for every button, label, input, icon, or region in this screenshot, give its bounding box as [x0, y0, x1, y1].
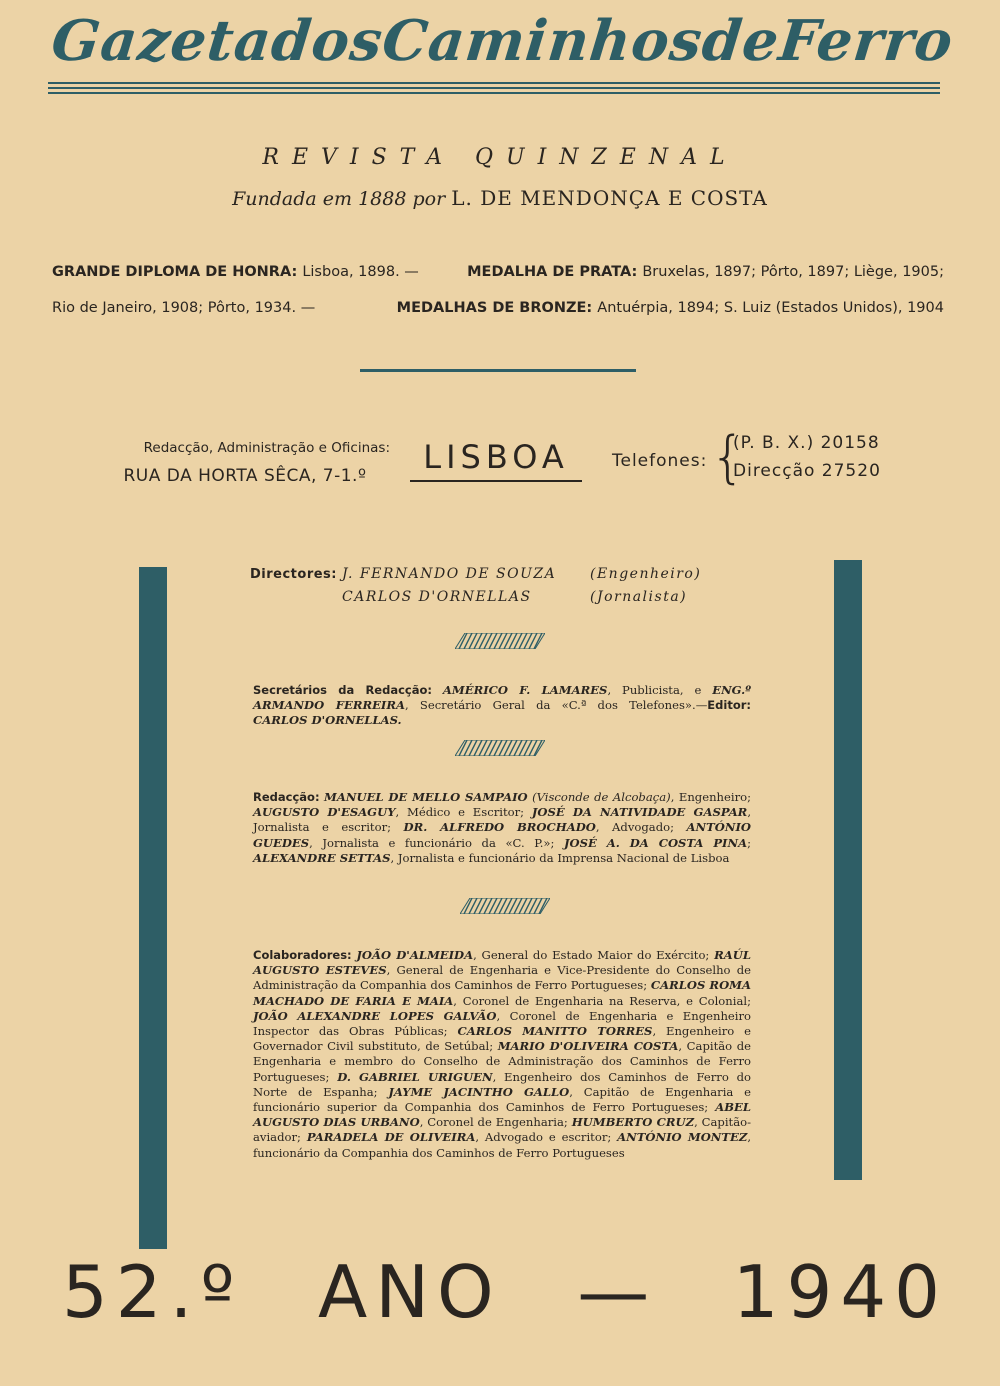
- award-text: Antuérpia, 1894; S. Luiz (Estados Unidos), 1904: [597, 300, 944, 316]
- secretaries-block: [253, 683, 751, 729]
- founded-prefix: Fundada em 1888 por: [232, 188, 446, 210]
- person-desc: , Engenheiro e Governador Civil substituto, de Setúbal;: [253, 1024, 751, 1054]
- left-vertical-bar: [139, 567, 167, 1249]
- director-row: [250, 586, 770, 609]
- masthead-title: [48, 8, 957, 74]
- subtitle: REVISTA QUINZENAL: [262, 145, 738, 170]
- brace-icon: {: [710, 425, 746, 490]
- person-desc: , Capitão de Engenharia e membro do Conselho de Administração dos Caminhos de Ferro Portugueses;: [253, 1039, 751, 1084]
- address-street: RUA DA HORTA SÊCA, 7-1.º: [123, 466, 367, 486]
- person-name: ALEXANDRE SETTAS: [253, 850, 391, 865]
- person-name: DR. ALFREDO BROCHADO: [403, 820, 596, 835]
- person-desc: , Advogado;: [595, 820, 675, 835]
- masthead-rule: [48, 87, 940, 89]
- editor-name: CARLOS D'ORNELLAS.: [253, 713, 402, 728]
- person-name: JOSÉ DA NATIVIDADE GASPAR: [531, 805, 748, 820]
- person-desc: , Capitão-aviador;: [253, 1115, 752, 1145]
- founded-line: [150, 186, 850, 210]
- person-name: MARIO D'OLIVEIRA COSTA: [497, 1039, 679, 1054]
- person-desc: , Secretário Geral da «C.ª dos Telefones».—: [405, 698, 708, 713]
- award-item: [467, 264, 944, 280]
- masthead-rule: [48, 92, 940, 94]
- colaboradores-block: [253, 948, 751, 1161]
- person-name: CARLOS ROMA MACHADO DE FARIA E MAIA: [253, 978, 751, 1008]
- award-text: Rio de Janeiro, 1908; Pôrto, 1934. —: [52, 300, 316, 316]
- masthead-rule: [48, 82, 940, 84]
- person-name: JOÃO ALEXANDRE LOPES GALVÃO: [253, 1008, 497, 1023]
- person-desc: , Engenheiro dos Caminhos de Ferro do Norte de Espanha;: [253, 1069, 752, 1099]
- person-name: D. GABRIEL URIGUEN: [337, 1069, 493, 1084]
- award-item: [52, 300, 315, 316]
- edition-number: 52.º: [62, 1250, 243, 1334]
- directors-label: Directores:: [250, 567, 337, 582]
- address-label: Redacção, Administração e Oficinas:: [143, 440, 390, 456]
- phone-number: (P. B. X.) 20158: [733, 433, 880, 453]
- person-desc: , Coronel de Engenharia e Engenheiro Inspector das Obras Públicas;: [253, 1008, 752, 1039]
- award-text: Bruxelas, 1897; Pôrto, 1897; Liège, 1905;: [642, 264, 944, 280]
- person-desc: ;: [747, 835, 751, 850]
- director-name: J. FERNANDO DE SOUZA: [342, 566, 557, 582]
- redaccao-block: [253, 790, 751, 866]
- hatched-ornament-icon: [460, 898, 550, 914]
- person-name: AMÉRICO F. LAMARES: [442, 683, 608, 697]
- awards-line-2: [52, 300, 944, 316]
- person-name: RAÚL AUGUSTO ESTEVES: [253, 948, 752, 978]
- person-desc: , funcionário da Companhia dos Caminhos de Ferro Portugueses: [253, 1130, 752, 1160]
- award-item: [52, 264, 419, 280]
- person-desc: , Publicista, e: [607, 683, 702, 697]
- person-desc: , Jornalista e funcionário da «C. P.»;: [309, 835, 555, 850]
- edition-word: ANO: [317, 1250, 502, 1334]
- awards-line-1: [52, 264, 944, 280]
- edition-dash: —: [577, 1250, 658, 1334]
- award-item: [397, 300, 944, 316]
- editor-label: Editor:: [707, 698, 751, 713]
- person-desc: , Coronel de Engenharia na Reserva, e Colonial;: [453, 993, 751, 1008]
- masthead-word: de: [698, 8, 783, 74]
- award-label: GRANDE DIPLOMA DE HONRA:: [52, 264, 298, 280]
- award-text: Lisboa, 1898. —: [302, 264, 419, 280]
- person-desc: , General do Estado Maior do Exército;: [473, 948, 710, 962]
- person-desc: , Engenheiro;: [670, 790, 752, 804]
- director-role: (Engenheiro): [590, 566, 702, 582]
- person-name: CARLOS MANITTO TORRES: [457, 1024, 653, 1039]
- founder-name: L. DE MENDONÇA E COSTA: [451, 186, 768, 210]
- person-name: ANTÓNIO MONTEZ: [617, 1130, 748, 1145]
- section-divider: [360, 369, 636, 372]
- masthead-word: dos: [268, 8, 387, 74]
- person-name: HUMBERTO CRUZ: [571, 1115, 695, 1130]
- director-name: CARLOS D'ORNELLAS: [342, 589, 532, 605]
- person-name: JOSÉ A. DA COSTA PINA: [564, 835, 748, 850]
- person-name: JOÃO D'ALMEIDA: [356, 948, 474, 962]
- director-row: [250, 563, 770, 586]
- secretaries-label: Secretários da Redacção:: [253, 683, 432, 697]
- person-desc: , Coronel de Engenharia;: [419, 1115, 568, 1130]
- person-name: JAYME JACINTHO GALLO: [388, 1084, 570, 1099]
- person-desc: , Jornalista e funcionário da Imprensa Nacional de Lisboa: [390, 850, 730, 865]
- directors-block: [250, 563, 770, 609]
- person-name: PARADELA DE OLIVEIRA: [306, 1130, 476, 1145]
- right-vertical-bar: [834, 560, 862, 1180]
- person-extra: (Visconde de Alcobaça): [532, 790, 671, 804]
- edition-year-value: 1940: [732, 1250, 948, 1334]
- person-desc: , Capitão de Engenharia e funcionário superior da Companhia dos Caminhos de Ferro Portugueses;: [253, 1084, 751, 1115]
- person-name: MANUEL DE MELLO SAMPAIO: [324, 790, 528, 804]
- award-label: MEDALHAS DE BRONZE:: [396, 300, 593, 316]
- masthead-word: Gazeta: [48, 8, 276, 74]
- colaboradores-label: Colaboradores:: [253, 948, 352, 962]
- person-name: AUGUSTO D'ESAGUY: [253, 805, 396, 820]
- redaccao-label: Redacção:: [253, 790, 320, 804]
- masthead-word: Ferro: [775, 8, 957, 74]
- director-role: (Jornalista): [590, 589, 688, 605]
- person-desc: , General de Engenharia e Vice-Presidente do Conselho de Administração da Companhia dos Caminhos de Ferro Portugueses;: [253, 963, 751, 993]
- masthead-word: Caminhos: [379, 8, 706, 74]
- phone-number: Direcção 27520: [733, 461, 881, 481]
- hatched-ornament-icon: [455, 740, 545, 756]
- hatched-ornament-icon: [455, 633, 545, 649]
- award-label: MEDALHA DE PRATA:: [467, 264, 638, 280]
- edition-year: [62, 1250, 948, 1334]
- person-name: ENG.º ARMANDO FERREIRA: [253, 683, 752, 713]
- person-desc: , Médico e Escritor;: [395, 805, 525, 820]
- city-name: LISBOA: [410, 438, 582, 482]
- person-name: ANTÓNIO GUEDES: [253, 820, 751, 850]
- person-name: ABEL AUGUSTO DIAS URBANO: [253, 1100, 752, 1130]
- phones-label: Telefones:: [612, 451, 708, 471]
- person-desc: , Jornalista e escritor;: [253, 805, 752, 835]
- person-desc: , Advogado e escritor;: [475, 1130, 612, 1145]
